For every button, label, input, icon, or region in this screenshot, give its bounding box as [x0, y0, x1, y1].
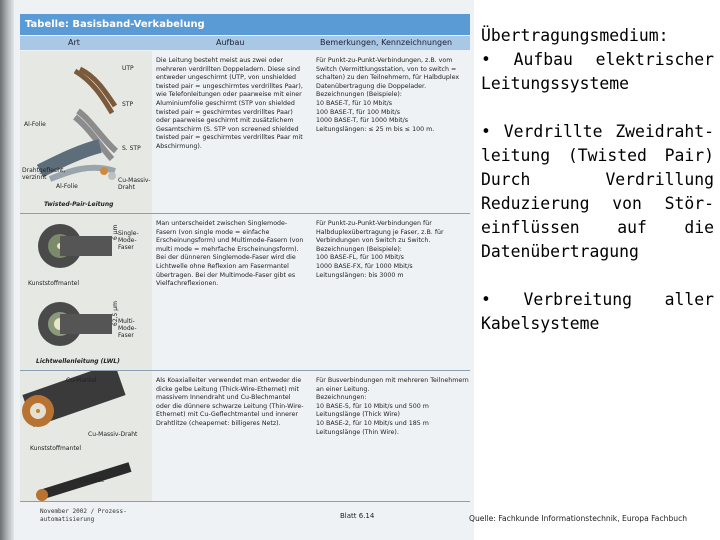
label-single-mode: Single-Mode-Faser — [118, 230, 139, 251]
book-spine — [0, 0, 14, 540]
bullet-aufbau-line-2: Leitungssysteme — [481, 74, 630, 93]
twisted-pair-aufbau: Die Leitung besteht meist aus zwei oder mehreren verdrillten Doppeladern. Diese sind entweder ungeschirmt (UTP, von unshielded twisted pair = ungeschirmtes verdrilltes Paar), wie Telefonleitungen oder paarweise mit einer Aluminiumfolie geschirmt (STP von shielded twisted pair = geschirmtes verdrilltes Paar) oder paarweise geschirmt mit zusätzlichem Gesamtschirm (S. STP von screened shielded twisted pair = geschirmtes verdrilltes Paar mit Abschirmung). — [156, 57, 303, 150]
label-cu-massiv-draht: Cu-Massiv-Draht — [118, 177, 151, 191]
bullet-verbreitung-line-2: Kabelsysteme — [481, 314, 600, 333]
bullet-aufbau-line-1: • Aufbau elektrischer — [481, 50, 714, 69]
koax-bemerkungen: Für Busverbindungen mit mehreren Teilnehmern an einer Leitung. Bezeichnungen: 10 BASE-5, für 10 Mbit/s und 500 m Leitungslänge (Thick Wire) 10 BASE-2, für 10 Mbit/s und 185 m Leitungslänge (Thin Wire). — [316, 377, 469, 436]
label-al-folie-1: Al-Folie — [24, 121, 46, 128]
bullet-tp-line-1: • Verdrillte Zweidraht- — [481, 122, 714, 141]
bullet-aufbau — [481, 48, 714, 96]
slide-text — [481, 24, 714, 336]
label-utp: UTP — [122, 65, 134, 72]
bullet-tp-line-6: Datenübertragung — [481, 242, 639, 261]
header-bemerkungen: Bemerkungen, Kennzeichnungen — [320, 38, 453, 47]
table-row-koax — [20, 371, 470, 502]
bullet-tp-line-4: Reduzierung von Stör- — [481, 194, 714, 213]
bullet-twisted-pair — [481, 120, 714, 264]
lwl-bemerkungen: Für Punkt-zu-Punkt-Verbindungen für Halbduplexübertragung je Faser, z.B. für Verbindungen von Switch zu Switch. Bezeichnungen (Beispiele): 100 BASE-FL, für 100 Mbit/s 1000 BASE-FX, für 1000 Mbit/s Leitungslängen: bis 3000 m — [316, 220, 444, 279]
bullet-verbreitung-line-1: • Verbreitung aller — [481, 290, 714, 309]
header-aufbau: Aufbau — [216, 38, 245, 47]
label-drahtgeflecht: Drahtgeflecht, verzinnt — [22, 167, 66, 181]
label-cu-mantel: Cu-Mantel — [66, 377, 97, 384]
source-citation: Quelle: Fachkunde Informationstechnik, Europa Fachbuch — [469, 514, 688, 523]
table-row-twisted-pair — [20, 51, 470, 214]
footer-date: November 2002 / Prozess- automatisierung — [40, 508, 127, 523]
label-multi-mode: Multi-Mode-Faser — [118, 318, 137, 339]
label-stp: STP — [122, 101, 134, 108]
koax-aufbau: Als Koaxialleiter verwendet man entweder die dicke gelbe Leitung (Thick-Wire-Ethernet) mit massivem Innendraht und Cu-Blechmantel oder die dünnere schwarze Leitung (Thin-Wire-Ethernet) mit Cu-Geflechtmantel und innerer Drahtlitze (cheapernet: billigeres Netz). — [156, 377, 304, 427]
twisted-pair-bemerkungen: Für Punkt-zu-Punkt-Verbindungen, z.B. vom Switch (Vermittlungsstation, von to switch = schalten) zu den Teilnehmern, für Halbduplex Datenübertragung die Doppelader. Bezeichnungen (Beispiele): 10 BASE-T, für 10 Mbit/s 100 BASE-T, für 100 Mbit/s 1000 BASE-T, für 1000 Mbit/s Leitungslängen: ≤ 25 m bis ≤ 100 m. — [316, 57, 460, 133]
table-row-lwl — [20, 214, 470, 371]
lwl-aufbau: Man unterscheidet zwischen Singlemode-Fasern (von single mode = einfache Erscheinungsform) und Multimode-Fasern (von multi mode = mehrfache Erscheinungsform). Bei der dünneren Singlemode-Faser wird die Lichtwelle ohne Reflexion am Fasermantel übertragen. Bei der Multimode-Faser gibt es Vielfachreflexionen. — [156, 220, 304, 288]
table-title: Tabelle: Basisband-Verkabelung — [20, 14, 470, 35]
label-s-stp: S. STP — [122, 145, 141, 152]
label-6um: 6 µm — [112, 224, 119, 240]
table-header — [20, 36, 470, 50]
label-kunststoffmantel-1: Kunststoffmantel — [28, 280, 80, 287]
footer-sheet: Blatt 6.14 — [340, 512, 375, 520]
lwl-illustration — [20, 214, 152, 370]
bullet-tp-line-3: Durch Verdrillung — [481, 170, 714, 189]
label-62um: 62,5 µm — [112, 301, 119, 326]
label-cu-litze: Cu-Litze — [80, 477, 105, 484]
label-twisted-pair-leitung: Twisted-Pair-Leitung — [44, 201, 114, 208]
koax-illustration — [20, 371, 152, 501]
bullet-tp-line-5: einflüssen auf die — [481, 218, 714, 237]
bullet-tp-line-2: leitung (Twisted Pair) — [481, 146, 714, 165]
slide-heading: Übertragungsmedium: — [481, 26, 669, 45]
label-kunststoffmantel-2: Kunststoffmantel — [30, 445, 82, 452]
label-lwl: Lichtwellenleitung (LWL) — [36, 358, 120, 365]
twisted-pair-illustration — [20, 51, 152, 213]
header-art: Art — [68, 38, 80, 47]
label-cu-massiv-draht-koax: Cu-Massiv-Draht — [88, 431, 138, 438]
bullet-verbreitung — [481, 288, 714, 336]
label-al-folie-2: Al-Folie — [56, 183, 78, 190]
